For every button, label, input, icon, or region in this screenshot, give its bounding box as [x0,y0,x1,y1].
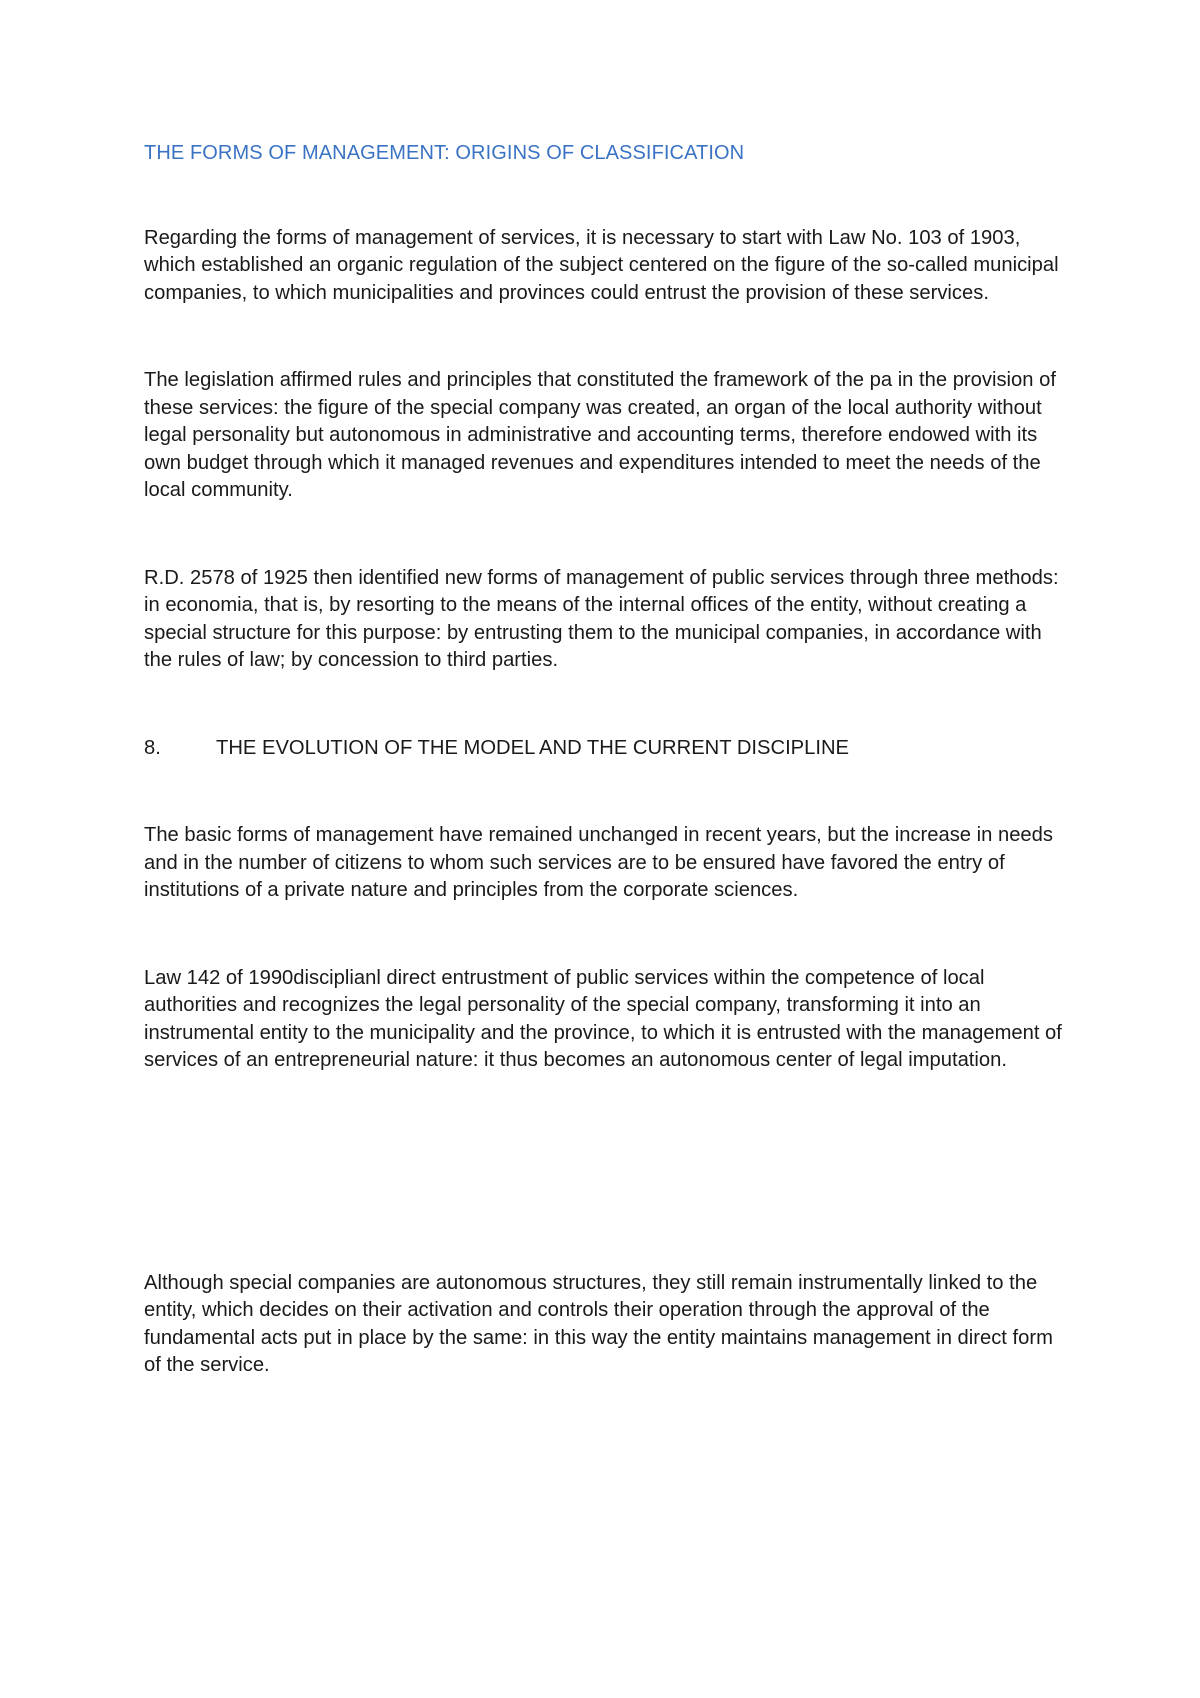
section-title: THE EVOLUTION OF THE MODEL AND THE CURRENT DISCIPLINE [216,736,850,759]
section-number: 8. [144,736,161,759]
paragraph-basic-forms: The basic forms of management have remained unchanged in recent years, but the increase in needs and in the number of citizens to whom such services are to be ensured have favored the entry of institutions of a private nature and principles from the corporate sciences. [144,824,1053,901]
paragraph-law-142: Law 142 of 1990disciplianl direct entrustment of public services within the competence of local authorities and recognizes the legal personality of the special company, transforming it into an instrumental entity to the municipality and the province, to which it is entrusted with the management of services of an entrepreneurial nature: it thus becomes an autonomous center of legal imputation. [144,966,1062,1071]
paragraph-special-companies: Although special companies are autonomous structures, they still remain instrumentally linked to the entity, which decides on their activation and controls their operation through the approval of the fundamental acts put in place by the same: in this way the entity maintains management in direct form of the service. [144,1271,1053,1376]
document-heading: THE FORMS OF MANAGEMENT: ORIGINS OF CLASSIFICATION [144,142,745,164]
paragraph-rd-2578: R.D. 2578 of 1925 then identified new forms of management of public services through three methods: in economia, that is, by resorting to the means of the internal offices of the entity, without creating a special structure for this purpose: by entrusting them to the municipal companies, in accordance with the rules of law; by concession to third parties. [144,566,1059,671]
document-body [144,140,1074,1380]
section-heading [144,735,1074,763]
paragraph-law-103: Regarding the forms of management of services, it is necessary to start with Law No. 103 of 1903, which established an organic regulation of the subject centered on the figure of the so-called municipal companies, to which municipalities and provinces could entrust the provision of these services. [144,226,1059,304]
paragraph-legislation: The legislation affirmed rules and principles that constituted the framework of the pa in the provision of these services: the figure of the special company was created, an organ of the local authority without legal personality but autonomous in administrative and accounting terms, therefore endowed with its own budget through which it managed revenues and expenditures intended to meet the needs of the local community. [144,369,1056,501]
